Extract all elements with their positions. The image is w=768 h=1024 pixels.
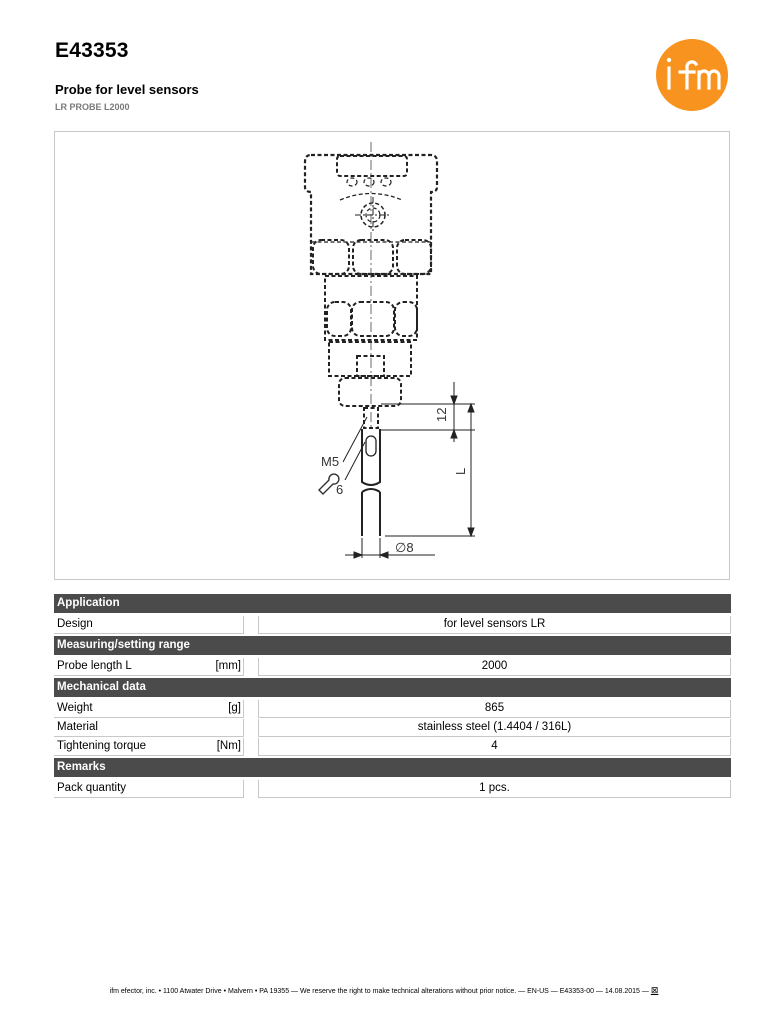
uk-flag-icon: ⊠ (650, 985, 659, 995)
section-header: Application (54, 594, 731, 613)
spec-label: Pack quantity (57, 782, 127, 794)
spec-row (54, 718, 731, 737)
logo-text: ifm (692, 108, 694, 109)
section-header: Measuring/setting range (54, 636, 731, 655)
spec-value: 865 (484, 702, 505, 714)
spec-row (54, 737, 731, 756)
spec-value: for level sensors LR (443, 618, 546, 630)
section-header: Mechanical data (54, 678, 731, 697)
dim-length-label: L (453, 467, 468, 475)
spec-label: Design (57, 618, 93, 630)
spec-value: 4 (491, 740, 498, 752)
spec-row (54, 699, 731, 718)
spec-row (54, 615, 731, 634)
footer-text: ifm efector, inc. • 1100 Atwater Drive • Malvern • PA 19355 — We reserve the right to make technical alterations without prior notice. — EN-US — E43353-00 — 14.08.2015 — (109, 988, 649, 995)
diameter-label: ∅8 (395, 540, 414, 555)
spec-value: 2000 (481, 660, 508, 672)
spec-label: Tightening torque (57, 740, 147, 752)
thread-label: M5 (321, 454, 340, 469)
technical-drawing (54, 131, 730, 580)
spec-value: stainless steel (1.4404 / 316L) (417, 721, 572, 733)
spec-label: Weight (57, 702, 93, 714)
spec-table (54, 594, 731, 800)
article-number: E43353 (55, 39, 129, 62)
ifm-logo (654, 38, 730, 112)
spec-value: 1 pcs. (479, 782, 510, 794)
spec-label: Probe length L (57, 660, 132, 672)
spec-unit: [mm] (215, 660, 241, 672)
dim-top-label: 12 (434, 407, 449, 422)
footer (0, 985, 768, 996)
spec-unit: [g] (228, 702, 241, 714)
spec-row (54, 779, 731, 798)
spec-unit: [Nm] (216, 740, 241, 752)
product-code: LR PROBE L2000 (55, 102, 130, 112)
wrench-size-label: 6 (336, 482, 344, 497)
product-title: Probe for level sensors (55, 82, 199, 97)
spec-label: Material (57, 721, 98, 733)
spec-row (54, 657, 731, 676)
section-header: Remarks (54, 758, 731, 777)
